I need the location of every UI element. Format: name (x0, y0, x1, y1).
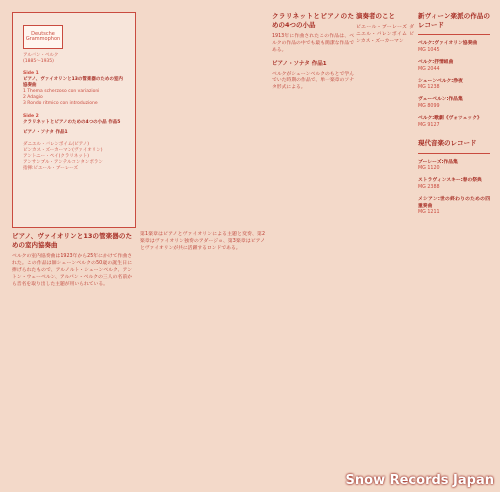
catalogue-column (418, 12, 490, 477)
sub-title: ピアノ・ソナタ 作品1 (272, 60, 327, 67)
program-line: クラリネットとピアノのための4つの小品 作品5 (23, 119, 121, 125)
divider (418, 34, 490, 35)
catalogue-item (418, 116, 490, 130)
program-line: ダニエル・バレンボイム(ピアノ) (23, 141, 90, 147)
section-title: クラリネットとピアノのための4つの小品 (272, 12, 354, 30)
catalogue-item-title: ストラヴィンスキー:春の祭典 (418, 178, 482, 184)
paragraph: ベルクがシェーンベルクのもとで学んでいた時期の作品で、単一楽章のソナタ形式による。 (272, 71, 354, 91)
program-line: Side 2 (23, 113, 39, 119)
notes-column-3 (272, 12, 354, 477)
catalogue-item-number: MG 8099 (418, 104, 440, 110)
notes-column-4 (356, 12, 414, 477)
divider (418, 153, 490, 154)
catalogue-item (418, 79, 490, 93)
catalogue-item-number: MG 1211 (418, 210, 440, 216)
notes-column-2 (140, 232, 265, 477)
catalogue-title: 現代音楽のレコード (418, 139, 477, 148)
catalogue-item-number: MG 9127 (418, 122, 440, 128)
catalogue-item-title: ベルク:抒情組曲 (418, 60, 454, 66)
program-line: (1885〜1935) (23, 59, 54, 65)
tracklist-text (23, 53, 123, 172)
catalogue-item-number: MG 1120 (418, 166, 440, 172)
catalogue-item (418, 41, 490, 55)
catalogue-item-title: シェーンベルク:浄夜 (418, 78, 463, 84)
dg-logo: Deutsche Grammophon (23, 25, 63, 49)
program-line: アントニー・ペイ(クラリネット) (23, 153, 90, 159)
program-line: 2 Adagio (23, 95, 43, 101)
catalogue-item (418, 197, 490, 217)
catalogue-item-title: ブーレーズ:作品集 (418, 159, 458, 165)
program-line: ピアノ・ソナタ 作品1 (23, 129, 68, 135)
watermark: Snow Records Japan (345, 473, 494, 488)
program-line: Side 1 (23, 71, 39, 77)
catalogue-item-title: メシアン:世の終わりのための四重奏曲 (418, 196, 490, 209)
program-line: 指揮:ピエール・ブーレーズ (23, 165, 78, 171)
program-line: 3 Rondo ritmico con introduzione (23, 101, 98, 107)
catalogue-item (418, 178, 490, 192)
catalogue-title: 新ヴィーン楽派の作品のレコード (418, 12, 490, 30)
paragraph: 1913年に作曲されたこの作品は、ベルクの作品の中でも最も簡潔な作品である。 (272, 34, 354, 54)
program-line: ピンカス・ズーカーマン(ヴァイオリン) (23, 147, 103, 153)
notes-column-1 (12, 232, 132, 477)
catalogue-item-title: ヴェーベルン:作品集 (418, 97, 463, 103)
program-line: アルバン・ベルク (23, 53, 59, 58)
catalogue-item-title: ベルク:歌劇《ヴォツェック》 (418, 115, 482, 121)
catalogue-item (418, 60, 490, 74)
catalogue-item-number: MG 2388 (418, 185, 440, 191)
catalogue-item-number: MG 2044 (418, 66, 440, 72)
program-line: 1 Thema scherzoso con variazioni (23, 89, 100, 95)
program-line: アンサンブル・アンテルコンタンポラン (23, 159, 103, 165)
catalogue-item (418, 97, 490, 111)
section-title: 演奏者のこと (356, 12, 395, 20)
section-title: ピアノ、ヴァイオリンと13の管楽器のための室内協奏曲 (12, 232, 132, 250)
tracklist-box (12, 12, 136, 228)
program-line: ピアノ、ヴァイオリンと13の管楽器のための室内協奏曲 (23, 77, 123, 89)
catalogue-item-title: ベルク:ヴァイオリン協奏曲 (418, 41, 478, 47)
paragraph: ベルクの室内協奏曲は1923年から25年にかけて作曲された。この作品は師シェーンベルクの50歳の誕生日に捧げられたもので、アルノルト・シェーンベルク、アントン・ウェーベルン、アルバン・ベルクの三人の名前から音名を取り出した主題が用いられている。 (12, 254, 132, 287)
paragraph: ピエール・ブーレーズ ダニエル・バレンボイム ピンカス・ズーカーマン (356, 25, 414, 44)
catalogue-item-number: MG 1045 (418, 48, 440, 54)
paragraph: 第1楽章はピアノとヴァイオリンによる主題と変奏、第2楽章はヴァイオリン独奏のアダージョ、第3楽章はピアノとヴァイオリンが共に活躍するロンドである。 (140, 232, 265, 251)
catalogue-item (418, 160, 490, 174)
catalogue-item-number: MG 1238 (418, 85, 440, 91)
